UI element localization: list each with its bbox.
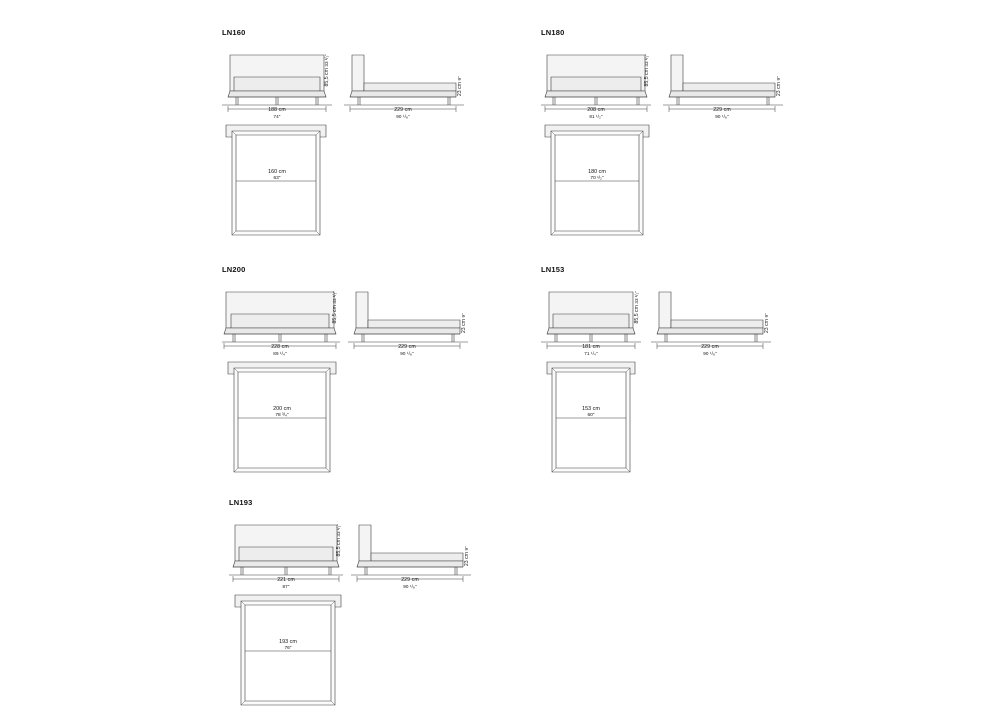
top-view-ln160 xyxy=(222,121,332,239)
side-height-dim-ln160: 23 cm 9" xyxy=(456,76,463,97)
top-mattress-dim-ln200: 200 cm 78 ³/₄" xyxy=(273,406,291,419)
top-mattress-dim-ln153: 153 cm 60" xyxy=(582,406,600,419)
model-title: LN200 xyxy=(222,265,246,274)
side-height-dim-ln180: 23 cm 9" xyxy=(775,76,782,97)
front-height-dim-ln180: 85,5 cm 33 ¹/₂" xyxy=(643,54,650,87)
model-block-ln200 xyxy=(222,265,482,480)
front-height-dim-ln193: 85,5 cm 33 ¹/₂" xyxy=(335,524,342,557)
top-mattress-dim-ln193: 193 cm 76" xyxy=(279,639,297,652)
front-width-dim-ln180: 208 cm 81 ¹/₂" xyxy=(587,107,605,119)
side-elevation-ln180 xyxy=(663,51,783,117)
top-view-ln193 xyxy=(231,591,345,709)
front-width-dim-ln200: 228 cm 89 ¹/₄" xyxy=(271,344,289,356)
side-elevation-ln193 xyxy=(351,521,471,587)
front-height-dim-ln160: 85,5 cm 33 ¹/₂" xyxy=(323,54,330,87)
front-width-dim-ln193: 221 cm 87" xyxy=(277,577,295,589)
front-elevation-ln193 xyxy=(229,521,343,587)
model-block-ln160 xyxy=(222,28,482,243)
side-height-dim-ln153: 23 cm 9" xyxy=(763,313,770,334)
front-elevation-ln153 xyxy=(541,288,641,354)
model-block-ln193 xyxy=(229,498,489,713)
top-view-ln200 xyxy=(224,358,340,476)
model-title: LN160 xyxy=(222,28,246,37)
top-view-ln153 xyxy=(543,358,639,476)
side-elevation-ln153 xyxy=(651,288,771,354)
model-title: LN180 xyxy=(541,28,565,37)
side-height-dim-ln200: 23 cm 9" xyxy=(460,313,467,334)
front-elevation-ln200 xyxy=(222,288,340,354)
front-height-dim-ln153: 85,5 cm 33 ¹/₂" xyxy=(633,291,640,324)
front-elevation-ln160 xyxy=(222,51,332,117)
front-width-dim-ln160: 188 cm 74" xyxy=(268,107,286,119)
side-depth-dim-ln153: 229 cm 90 ¹/₈" xyxy=(701,344,719,356)
side-elevation-ln200 xyxy=(348,288,468,354)
top-view-ln180 xyxy=(541,121,653,239)
front-width-dim-ln153: 181 cm 71 ¹/₄" xyxy=(582,344,600,356)
side-elevation-ln160 xyxy=(344,51,464,117)
model-title: LN153 xyxy=(541,265,565,274)
model-title: LN193 xyxy=(229,498,253,507)
side-depth-dim-ln180: 229 cm 90 ¹/₈" xyxy=(713,107,731,119)
top-mattress-dim-ln180: 180 cm 70 ¹/₂" xyxy=(588,169,606,182)
side-depth-dim-ln200: 229 cm 90 ¹/₈" xyxy=(398,344,416,356)
side-depth-dim-ln160: 229 cm 90 ¹/₈" xyxy=(394,107,412,119)
top-mattress-dim-ln160: 160 cm 63" xyxy=(268,169,286,182)
side-height-dim-ln193: 23 cm 9" xyxy=(463,546,470,567)
side-depth-dim-ln193: 229 cm 90 ¹/₈" xyxy=(401,577,419,589)
front-elevation-ln180 xyxy=(541,51,651,117)
model-block-ln153 xyxy=(541,265,801,480)
front-height-dim-ln200: 85,5 cm 33 ¹/₂" xyxy=(331,291,338,324)
model-block-ln180 xyxy=(541,28,801,243)
